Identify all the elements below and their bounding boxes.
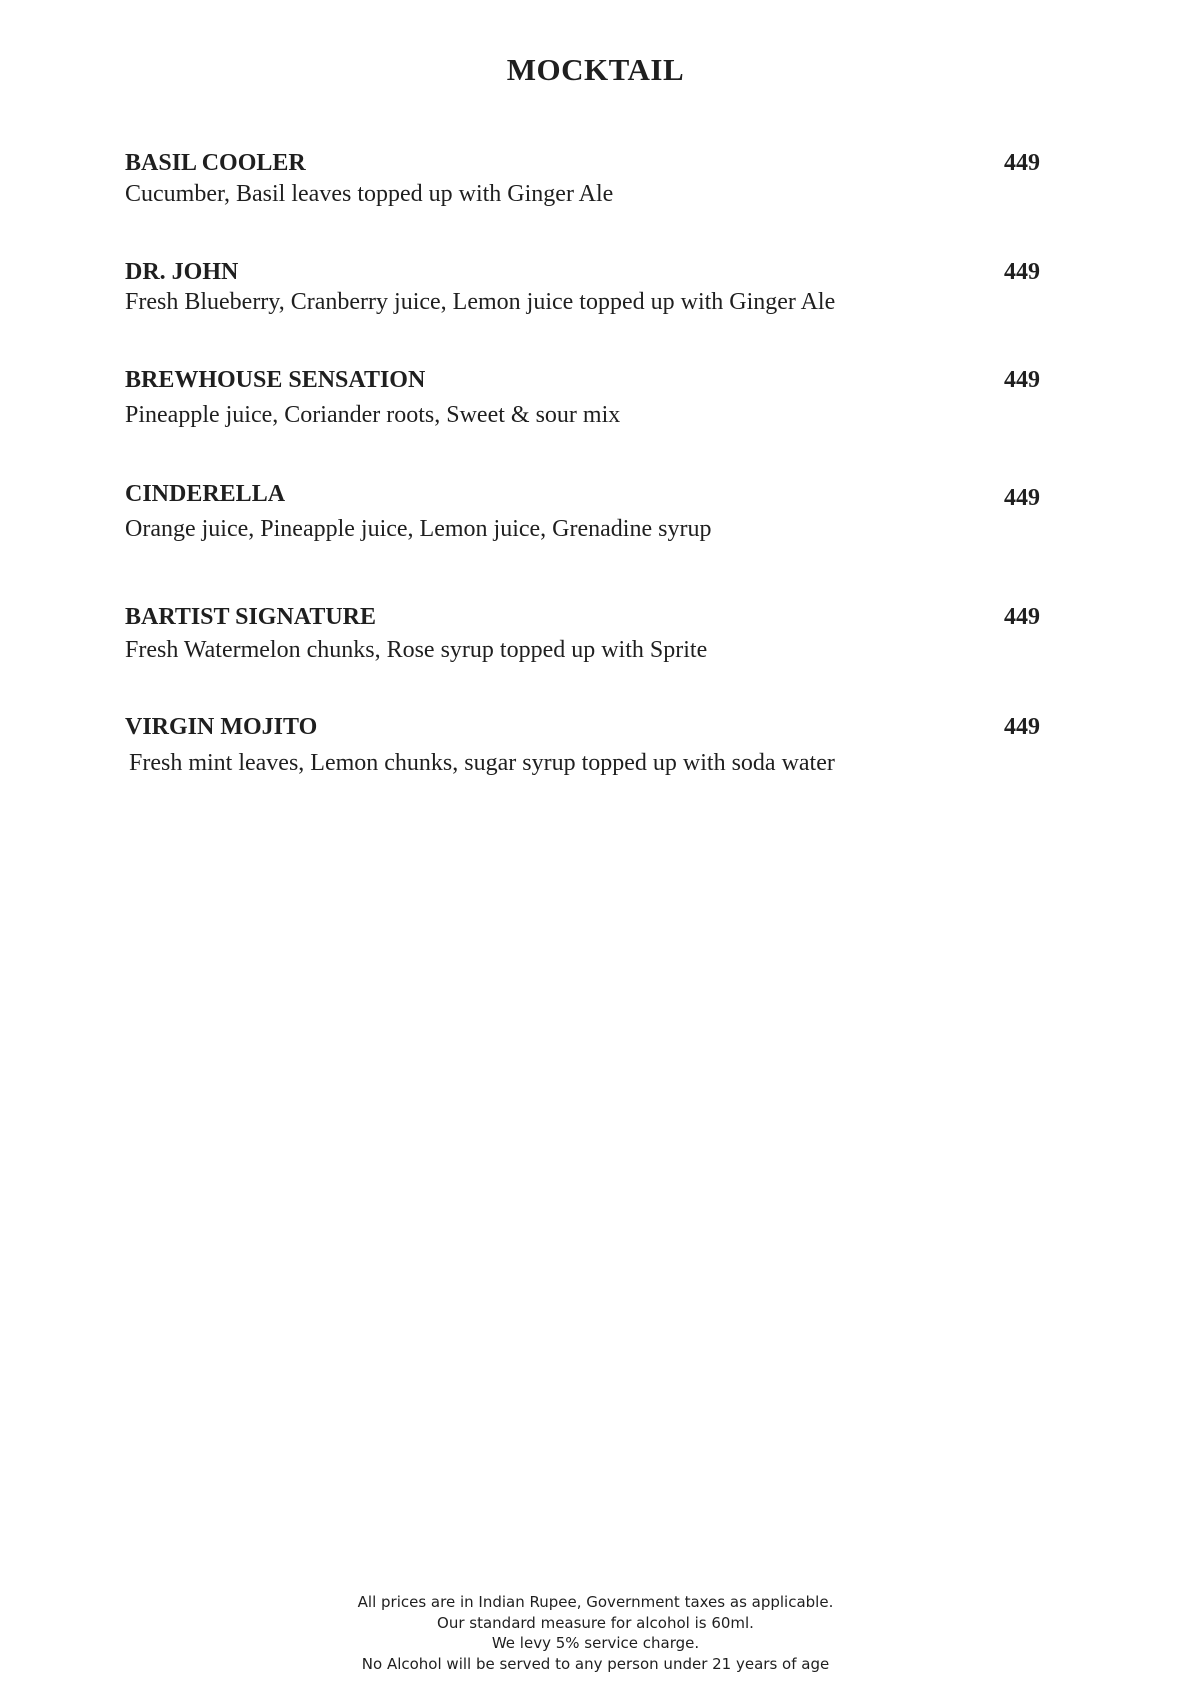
item-name: BASIL COOLER <box>125 150 306 176</box>
item-description: Fresh Blueberry, Cranberry juice, Lemon juice topped up with Ginger Ale <box>125 289 836 315</box>
item-description: Orange juice, Pineapple juice, Lemon juice, Grenadine syrup <box>125 516 712 542</box>
footer-line-measure: Our standard measure for alcohol is 60ml. <box>437 1613 754 1632</box>
item-description: Cucumber, Basil leaves topped up with Ginger Ale <box>125 181 614 207</box>
item-name: BARTIST SIGNATURE <box>125 604 377 630</box>
footer-line-age-restriction: No Alcohol will be served to any person under 21 years of age <box>361 1654 830 1673</box>
item-price: 449 <box>1004 150 1040 176</box>
item-price: 449 <box>1004 259 1040 285</box>
item-name: BREWHOUSE SENSATION <box>125 367 426 393</box>
item-price: 449 <box>1004 604 1040 630</box>
item-description: Pineapple juice, Coriander roots, Sweet & sour mix <box>125 402 621 428</box>
item-price: 449 <box>1004 485 1040 511</box>
item-description: Fresh Watermelon chunks, Rose syrup topped up with Sprite <box>125 637 708 663</box>
item-price: 449 <box>1004 367 1040 393</box>
item-price: 449 <box>1004 714 1040 740</box>
item-description: Fresh mint leaves, Lemon chunks, sugar syrup topped up with soda water <box>129 750 835 776</box>
footer-line-service-charge: We levy 5% service charge. <box>491 1634 700 1652</box>
footer-notes <box>0 1592 1191 1674</box>
page-title: MOCKTAIL <box>506 52 685 87</box>
item-name: CINDERELLA <box>125 481 286 507</box>
item-name: VIRGIN MOJITO <box>125 714 318 740</box>
footer-line-prices: All prices are in Indian Rupee, Government taxes as applicable. <box>357 1593 834 1611</box>
item-name: DR. JOHN <box>125 259 239 285</box>
